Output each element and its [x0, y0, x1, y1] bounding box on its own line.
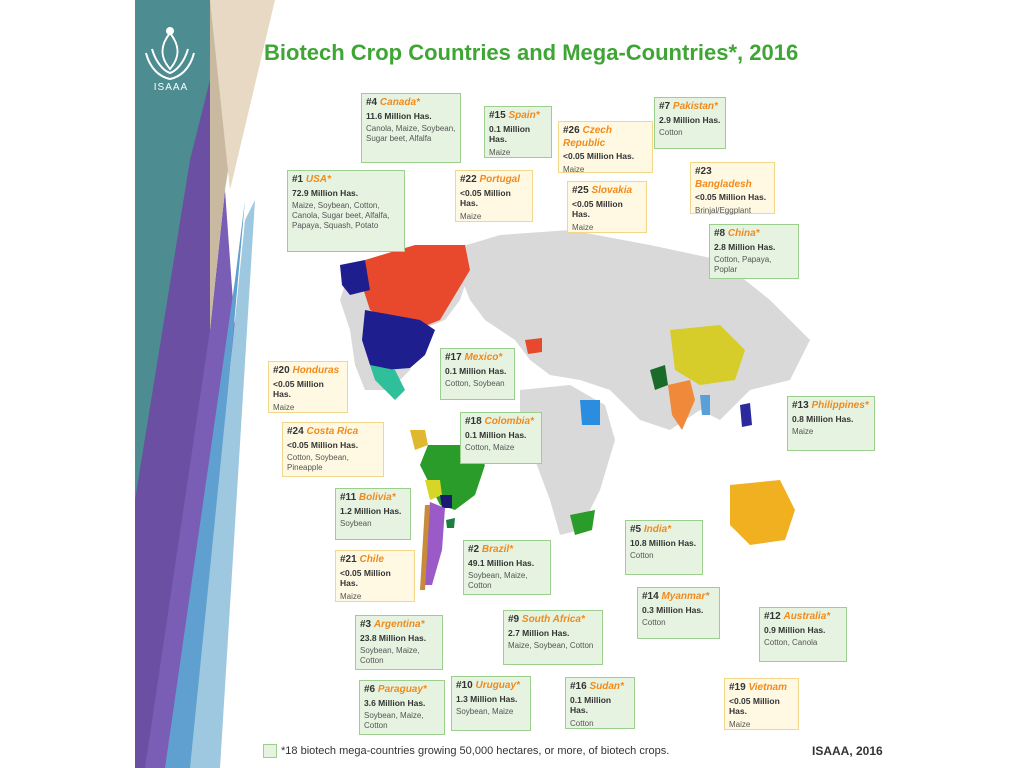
callout-header: [792, 400, 870, 413]
country-rank: #20: [273, 365, 290, 376]
callout-header: [729, 682, 794, 695]
country-callout: [268, 361, 348, 413]
country-rank: #4: [366, 97, 378, 108]
country-callout: [335, 488, 411, 540]
country-name: Sudan*: [589, 681, 624, 692]
country-area: 0.9 Million Has.: [764, 624, 826, 635]
country-rank: #15: [489, 110, 506, 121]
country-area: 23.8 Million Has.: [360, 632, 427, 643]
country-area: 0.3 Million Has.: [642, 604, 704, 615]
country-crops: Maize: [729, 719, 751, 729]
country-name: Spain*: [508, 110, 540, 121]
callout-header: [465, 416, 537, 429]
country-name: Colombia*: [484, 416, 534, 427]
country-callout: [690, 162, 775, 214]
callout-header: [570, 681, 630, 694]
country-area: <0.05 Million Has.: [287, 439, 359, 450]
country-name: China*: [727, 228, 760, 239]
footnote: [263, 744, 669, 758]
callout-header: [340, 554, 410, 567]
country-crops: Soybean, Maize: [456, 707, 514, 717]
country-crops: Maize: [273, 402, 295, 412]
country-area: <0.05 Million Has.: [460, 187, 511, 209]
country-area: 0.1 Million Has.: [570, 694, 612, 716]
country-callout: [361, 93, 461, 163]
country-rank: #18: [465, 416, 482, 427]
country-name: Brazil*: [481, 544, 514, 555]
callout-header: [714, 228, 794, 241]
country-spain: [525, 338, 542, 354]
country-callout: [787, 396, 875, 451]
country-crops: Maize: [792, 427, 814, 437]
country-rank: #2: [468, 544, 480, 555]
country-myanmar: [700, 395, 710, 415]
country-crops: Cotton, Soybean, Pineapple: [287, 453, 349, 473]
country-rank: #22: [460, 174, 477, 185]
country-rank: #6: [364, 684, 376, 695]
country-crops: Cotton: [630, 551, 654, 561]
country-area: 10.8 Million Has.: [630, 537, 697, 548]
country-crops: Maize: [460, 211, 482, 221]
callout-header: [340, 492, 406, 505]
callout-header: [630, 524, 698, 537]
country-area: <0.05 Million Has.: [572, 198, 623, 220]
country-rank: #11: [340, 492, 357, 503]
callout-header: [460, 174, 528, 187]
country-area: 3.6 Million Has.: [364, 697, 426, 708]
country-rank: #8: [714, 228, 726, 239]
country-name: Portugal: [479, 174, 521, 185]
country-crops: Cotton, Papaya, Poplar: [714, 255, 772, 275]
country-callout: [625, 520, 703, 575]
country-philippines: [740, 403, 752, 427]
mega-country-swatch: [263, 744, 277, 758]
country-crops: Soybean, Maize, Cotton: [468, 571, 528, 591]
country-callout: [567, 181, 647, 233]
country-name: Argentina*: [373, 619, 425, 630]
country-rank: #1: [292, 174, 304, 185]
country-area: 11.6 Million Has.: [366, 110, 432, 121]
country-rank: #14: [642, 591, 659, 602]
country-name: Paraguay*: [377, 684, 427, 695]
country-area: 2.9 Million Has.: [659, 114, 721, 125]
country-crops: Maize: [489, 147, 511, 157]
callout-header: [360, 619, 438, 632]
page-title: Biotech Crop Countries and Mega-Countries*, 2016: [264, 40, 799, 65]
callout-header: [489, 110, 547, 123]
country-name: Pakistan*: [672, 101, 718, 112]
country-callout: [455, 170, 533, 222]
country-callout: [463, 540, 551, 595]
country-rank: #24: [287, 426, 304, 437]
country-crops: Brinjal/Eggplant: [695, 205, 752, 215]
country-name: Bolivia*: [358, 492, 396, 503]
country-crops: Maize, Soybean, Cotton, Canola, Sugar beet, Alfalfa, Papaya, Squash, Potato: [292, 201, 390, 231]
country-name: USA*: [305, 174, 331, 185]
country-callout: [503, 610, 603, 665]
callout-header: [659, 101, 721, 114]
callout-header: [563, 125, 648, 150]
callout-header: [508, 614, 598, 627]
country-crops: Cotton, Canola: [764, 638, 818, 648]
decorative-band: [135, 0, 275, 768]
country-area: 0.1 Million Has.: [489, 123, 531, 145]
country-name: Chile: [359, 554, 384, 565]
source-label: ISAAA, 2016: [812, 744, 883, 758]
country-uruguay: [446, 518, 455, 528]
country-crops: Maize, Soybean, Cotton: [508, 641, 594, 651]
country-rank: #3: [360, 619, 372, 630]
country-area: 1.3 Million Has.: [456, 693, 518, 704]
country-area: 2.8 Million Has.: [714, 241, 776, 252]
country-crops: Cotton, Maize: [465, 443, 515, 453]
callout-header: [273, 365, 343, 378]
country-name: Czech Republic: [563, 125, 612, 149]
country-callout: [565, 677, 635, 729]
callout-header: [764, 611, 842, 624]
callout-header: [468, 544, 546, 557]
country-area: 1.2 Million Has.: [340, 505, 402, 516]
country-name: Canada*: [379, 97, 420, 108]
country-rank: #19: [729, 682, 746, 693]
country-area: <0.05 Million Has.: [563, 151, 635, 161]
country-crops: Maize: [340, 591, 362, 601]
callout-header: [287, 426, 379, 439]
country-crops: Canola, Maize, Soybean, Sugar beet, Alfalfa: [366, 124, 456, 144]
country-name: Australia*: [783, 611, 831, 622]
country-rank: #21: [340, 554, 357, 565]
country-name: South Africa*: [521, 614, 585, 625]
country-sudan: [580, 400, 600, 425]
callout-header: [695, 166, 770, 191]
country-name: Bangladesh: [695, 178, 752, 190]
callout-header: [366, 97, 456, 110]
country-area: <0.05 Million Has.: [273, 378, 324, 400]
country-callout: [637, 587, 720, 639]
country-name: India*: [643, 524, 672, 535]
country-callout: [460, 412, 542, 464]
country-crops: Maize: [563, 164, 585, 174]
country-callout: [759, 607, 847, 662]
country-crops: Cotton: [642, 618, 666, 628]
country-rank: #25: [572, 185, 589, 196]
country-callout: [654, 97, 726, 149]
footnote-text: *18 biotech mega-countries growing 50,000 hectares, or more, of biotech crops.: [281, 744, 670, 757]
country-rank: #13: [792, 400, 809, 411]
country-rank: #17: [445, 352, 462, 363]
country-area: 2.7 Million Has.: [508, 627, 570, 638]
country-name: Costa Rica: [306, 426, 359, 437]
country-area: <0.05 Million Has.: [695, 192, 767, 202]
country-crops: Soybean, Maize, Cotton: [360, 646, 420, 666]
country-callout: [440, 348, 515, 400]
country-name: Vietnam: [748, 682, 787, 693]
country-rank: #5: [630, 524, 642, 535]
country-crops: Cotton: [659, 128, 683, 138]
country-rank: #10: [456, 680, 473, 691]
country-area: 72.9 Million Has.: [292, 187, 359, 198]
country-rank: #7: [659, 101, 671, 112]
country-name: Slovakia: [591, 185, 633, 196]
country-colombia: [410, 430, 428, 450]
country-rank: #12: [764, 611, 781, 622]
country-crops: Soybean: [340, 519, 372, 529]
callout-header: [445, 352, 510, 365]
country-callout: [282, 422, 384, 477]
country-crops: Soybean, Maize, Cotton: [364, 711, 424, 731]
country-name: Uruguay*: [475, 680, 520, 691]
callout-header: [572, 185, 642, 198]
callout-header: [456, 680, 526, 693]
callout-header: [292, 174, 400, 187]
country-crops: Cotton, Soybean: [445, 379, 505, 389]
country-area: 0.8 Million Has.: [792, 413, 854, 424]
country-paraguay: [440, 495, 452, 508]
country-crops: Maize: [572, 222, 594, 232]
country-name: Mexico*: [464, 352, 503, 363]
country-callout: [355, 615, 443, 670]
country-callout: [724, 678, 799, 730]
country-name: Honduras: [292, 365, 340, 376]
country-rank: #26: [563, 125, 580, 136]
country-callout: [484, 106, 552, 158]
callout-header: [642, 591, 715, 604]
country-rank: #9: [508, 614, 520, 625]
country-area: 0.1 Million Has.: [445, 365, 507, 376]
country-rank: #23: [695, 166, 712, 177]
country-callout: [451, 676, 531, 731]
country-callout: [359, 680, 445, 735]
country-callout: [709, 224, 799, 279]
country-rank: #16: [570, 681, 587, 692]
country-name: Philippines*: [811, 400, 869, 411]
country-callout: [335, 550, 415, 602]
country-callout: [558, 121, 653, 173]
country-area: 0.1 Million Has.: [465, 429, 527, 440]
logo-label: ISAAA: [153, 82, 189, 93]
country-callout: [287, 170, 405, 252]
callout-header: [364, 684, 440, 697]
country-australia: [730, 480, 795, 545]
country-area: <0.05 Million Has.: [729, 695, 780, 717]
country-area: 49.1 Million Has.: [468, 557, 535, 568]
country-area: <0.05 Million Has.: [340, 567, 391, 589]
country-crops: Cotton: [570, 718, 594, 728]
country-name: Myanmar*: [661, 591, 710, 602]
